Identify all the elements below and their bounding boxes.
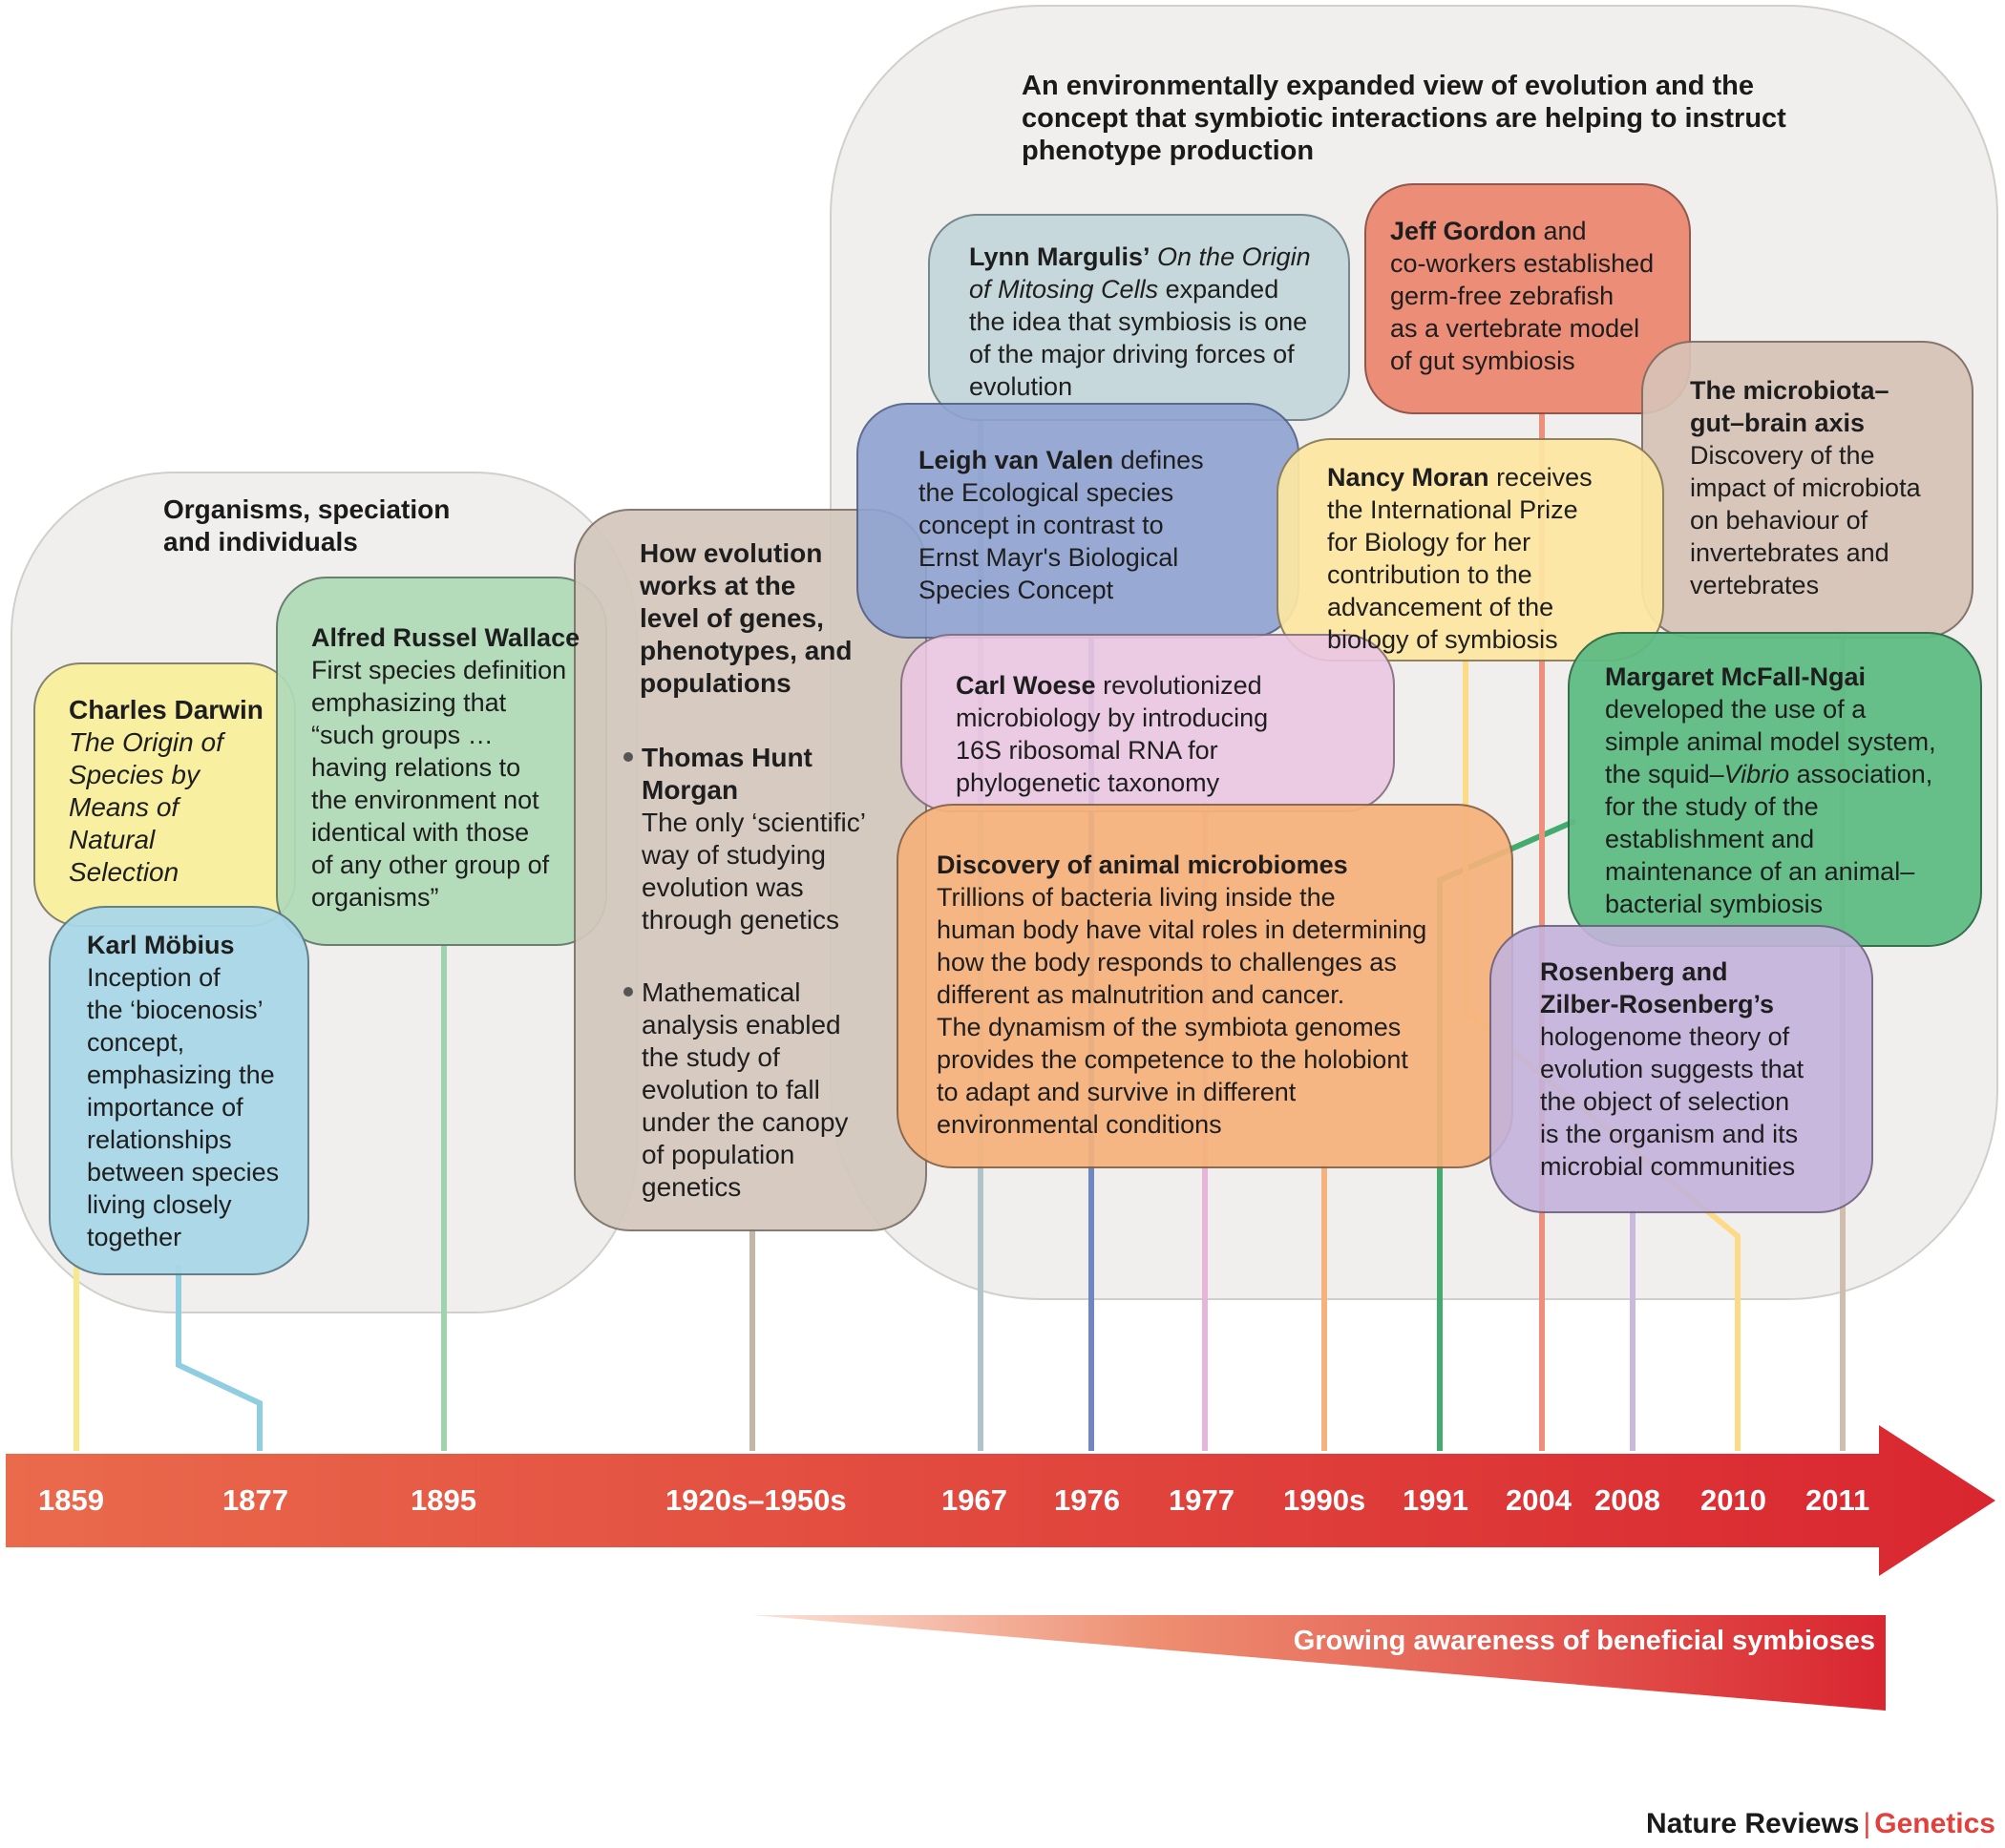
svg-text:invertebrates and: invertebrates and xyxy=(1690,538,1889,567)
journal-name: Nature Reviews xyxy=(1646,1808,1860,1839)
svg-text:Carl Woese revolutionized: Carl Woese revolutionized xyxy=(956,671,1262,700)
rosenberg-text xyxy=(1540,957,1804,1181)
svg-text:hologenome theory of: hologenome theory of xyxy=(1540,1022,1790,1051)
svg-text:Lynn Margulis’ On the Origin: Lynn Margulis’ On the Origin xyxy=(969,242,1311,271)
svg-text:of any other group of: of any other group of xyxy=(311,850,550,879)
svg-text:way of studying: way of studying xyxy=(642,840,826,870)
svg-text:developed the use of a: developed the use of a xyxy=(1605,695,1867,724)
svg-text:Mathematical: Mathematical xyxy=(642,977,801,1007)
svg-text:analysis enabled: analysis enabled xyxy=(642,1010,841,1040)
svg-text:genetics: genetics xyxy=(642,1172,742,1202)
svg-text:of the major driving forces of: of the major driving forces of xyxy=(969,340,1295,368)
svg-text:establishment and: establishment and xyxy=(1605,825,1815,853)
svg-text:phenotype production: phenotype production xyxy=(1022,136,1315,166)
year-label: 2010 xyxy=(1700,1483,1766,1517)
journal-separator: | xyxy=(1863,1808,1871,1839)
svg-text:Means of: Means of xyxy=(69,792,179,822)
svg-text:advancement of the: advancement of the xyxy=(1327,593,1554,621)
svg-text:Natural: Natural xyxy=(69,825,156,854)
svg-text:is the organism and its: is the organism and its xyxy=(1540,1120,1799,1148)
svg-text:level of genes,: level of genes, xyxy=(640,603,824,633)
svg-text:concept,: concept, xyxy=(87,1028,185,1057)
svg-text:Rosenberg and: Rosenberg and xyxy=(1540,957,1728,986)
svg-text:evolution suggests that: evolution suggests that xyxy=(1540,1055,1804,1083)
svg-text:the environment not: the environment not xyxy=(311,786,539,814)
svg-text:together: together xyxy=(87,1223,182,1251)
svg-text:for Biology for her: for Biology for her xyxy=(1327,528,1531,556)
svg-text:Species by: Species by xyxy=(69,760,200,789)
bullet-icon xyxy=(623,987,633,997)
svg-text:of gut symbiosis: of gut symbiosis xyxy=(1390,346,1575,375)
svg-text:how the body responds to chall: how the body responds to challenges as xyxy=(937,948,1397,976)
svg-text:vertebrates: vertebrates xyxy=(1690,571,1820,599)
svg-text:the squid–Vibrio association,: the squid–Vibrio association, xyxy=(1605,760,1933,788)
svg-text:evolution was: evolution was xyxy=(642,872,804,902)
svg-text:An environmentally expanded vi: An environmentally expanded view of evolution and the xyxy=(1022,71,1755,101)
svg-text:importance of: importance of xyxy=(87,1093,243,1122)
svg-text:The Origin of: The Origin of xyxy=(69,727,223,757)
svg-text:Jeff Gordon and: Jeff Gordon and xyxy=(1390,217,1587,245)
year-label: 1967 xyxy=(941,1483,1007,1517)
svg-text:Margaret McFall-Ngai: Margaret McFall-Ngai xyxy=(1605,662,1867,691)
svg-text:16S ribosomal RNA for: 16S ribosomal RNA for xyxy=(956,736,1218,765)
svg-text:concept that symbiotic interac: concept that symbiotic interactions are helping to instruct xyxy=(1022,103,1786,134)
year-label: 1859 xyxy=(38,1483,104,1517)
svg-text:impact of microbiota: impact of microbiota xyxy=(1690,473,1921,502)
mobius-name: Karl Möbius xyxy=(87,931,235,959)
svg-text:relationships: relationships xyxy=(87,1125,232,1154)
journal-section: Genetics xyxy=(1874,1808,1995,1839)
svg-text:environmental conditions: environmental conditions xyxy=(937,1110,1222,1139)
svg-text:emphasizing the: emphasizing the xyxy=(87,1060,275,1089)
svg-text:The only ‘scientific’: The only ‘scientific’ xyxy=(642,808,866,837)
year-label: 2004 xyxy=(1506,1483,1572,1517)
svg-text:Selection: Selection xyxy=(69,857,179,887)
svg-text:provides the competence to the: provides the competence to the holobiont xyxy=(937,1045,1408,1074)
svg-text:concept in contrast to: concept in contrast to xyxy=(918,511,1164,539)
svg-text:evolution: evolution xyxy=(969,372,1073,401)
svg-text:through genetics: through genetics xyxy=(642,905,840,934)
year-label: 1990s xyxy=(1283,1483,1366,1517)
svg-text:Trillions of bacteria living i: Trillions of bacteria living inside the xyxy=(937,883,1336,912)
svg-text:the International Prize: the International Prize xyxy=(1327,495,1578,524)
svg-text:Zilber-Rosenberg’s: Zilber-Rosenberg’s xyxy=(1540,990,1775,1018)
svg-text:human body have vital roles in: human body have vital roles in determining xyxy=(937,915,1427,944)
svg-text:Morgan: Morgan xyxy=(642,775,739,805)
svg-text:the Ecological species: the Ecological species xyxy=(918,478,1174,507)
svg-text:of Mitosing Cells expanded: of Mitosing Cells expanded xyxy=(969,275,1279,304)
morgan-name: Thomas Hunt xyxy=(642,743,813,772)
svg-text:as a vertebrate model: as a vertebrate model xyxy=(1390,314,1640,343)
svg-text:the ‘biocenosis’: the ‘biocenosis’ xyxy=(87,996,264,1024)
svg-text:Organisms, speciation: Organisms, speciation xyxy=(163,494,451,524)
svg-text:The microbiota–: The microbiota– xyxy=(1690,376,1889,405)
darwin-name: Charles Darwin xyxy=(69,695,264,724)
svg-text:populations: populations xyxy=(640,668,791,698)
svg-text:and individuals: and individuals xyxy=(163,527,358,556)
svg-text:simple animal model system,: simple animal model system, xyxy=(1605,727,1936,756)
svg-text:maintenance of an animal–: maintenance of an animal– xyxy=(1605,857,1915,886)
awareness-label: Growing awareness of beneficial symbioses xyxy=(1293,1626,1875,1656)
svg-text:of population: of population xyxy=(642,1140,795,1169)
svg-text:microbial communities: microbial communities xyxy=(1540,1152,1796,1181)
year-label: 1877 xyxy=(222,1483,288,1517)
svg-text:Discovery of animal microbiome: Discovery of animal microbiomes xyxy=(937,850,1348,879)
svg-text:biology of symbiosis: biology of symbiosis xyxy=(1327,625,1558,654)
svg-text:phenotypes, and: phenotypes, and xyxy=(640,636,853,665)
svg-text:emphasizing that: emphasizing that xyxy=(311,688,507,717)
svg-text:between species: between species xyxy=(87,1158,280,1186)
svg-text:different as malnutrition and: different as malnutrition and cancer. xyxy=(937,980,1345,1009)
svg-text:to adapt and survive in differ: to adapt and survive in different xyxy=(937,1078,1297,1106)
year-label: 2008 xyxy=(1594,1483,1660,1517)
svg-text:the object of selection: the object of selection xyxy=(1540,1087,1790,1116)
svg-text:living closely: living closely xyxy=(87,1190,232,1219)
svg-text:gut–brain axis: gut–brain axis xyxy=(1690,409,1866,437)
svg-text:Species Concept: Species Concept xyxy=(918,576,1114,604)
svg-text:bacterial symbiosis: bacterial symbiosis xyxy=(1605,890,1824,918)
svg-text:identical with those: identical with those xyxy=(311,818,530,847)
svg-text:on behaviour of: on behaviour of xyxy=(1690,506,1868,535)
year-label: 1920s–1950s xyxy=(665,1483,847,1517)
bullet-icon xyxy=(623,752,633,762)
svg-text:How evolution: How evolution xyxy=(640,538,823,568)
year-label: 1976 xyxy=(1054,1483,1120,1517)
svg-text:Inception of: Inception of xyxy=(87,963,221,992)
svg-text:First species definition: First species definition xyxy=(311,656,567,684)
svg-text:co-workers established: co-workers established xyxy=(1390,249,1655,278)
svg-text:“such groups …: “such groups … xyxy=(311,721,494,749)
year-label: 1977 xyxy=(1169,1483,1235,1517)
svg-text:The dynamism of the symbiota g: The dynamism of the symbiota genomes xyxy=(937,1013,1402,1041)
year-label: 1991 xyxy=(1403,1483,1468,1517)
svg-text:germ-free zebrafish: germ-free zebrafish xyxy=(1390,282,1615,310)
svg-text:phylogenetic taxonomy: phylogenetic taxonomy xyxy=(956,768,1220,797)
svg-text:works at the: works at the xyxy=(640,571,796,600)
svg-text:Leigh van Valen defines: Leigh van Valen defines xyxy=(918,446,1204,474)
svg-text:having relations to: having relations to xyxy=(311,753,521,782)
journal-credit xyxy=(1646,1808,1995,1840)
svg-text:the idea that symbiosis is one: the idea that symbiosis is one xyxy=(969,307,1308,336)
svg-text:the study of: the study of xyxy=(642,1042,780,1072)
year-label: 1895 xyxy=(411,1483,476,1517)
svg-text:evolution to fall: evolution to fall xyxy=(642,1075,820,1104)
box-mobius xyxy=(50,907,308,1274)
svg-text:Discovery of the: Discovery of the xyxy=(1690,441,1875,470)
svg-text:Ernst Mayr's Biological: Ernst Mayr's Biological xyxy=(918,543,1179,572)
svg-text:microbiology by introducing: microbiology by introducing xyxy=(956,704,1269,732)
svg-text:contribution to the: contribution to the xyxy=(1327,560,1532,589)
wallace-name: Alfred Russel Wallace xyxy=(311,623,580,652)
year-label: 2011 xyxy=(1805,1483,1870,1517)
svg-text:organisms”: organisms” xyxy=(311,883,439,912)
svg-text:Nancy Moran receives: Nancy Moran receives xyxy=(1327,463,1593,492)
svg-text:under the canopy: under the canopy xyxy=(642,1107,849,1137)
svg-text:for the study of the: for the study of the xyxy=(1605,792,1819,821)
